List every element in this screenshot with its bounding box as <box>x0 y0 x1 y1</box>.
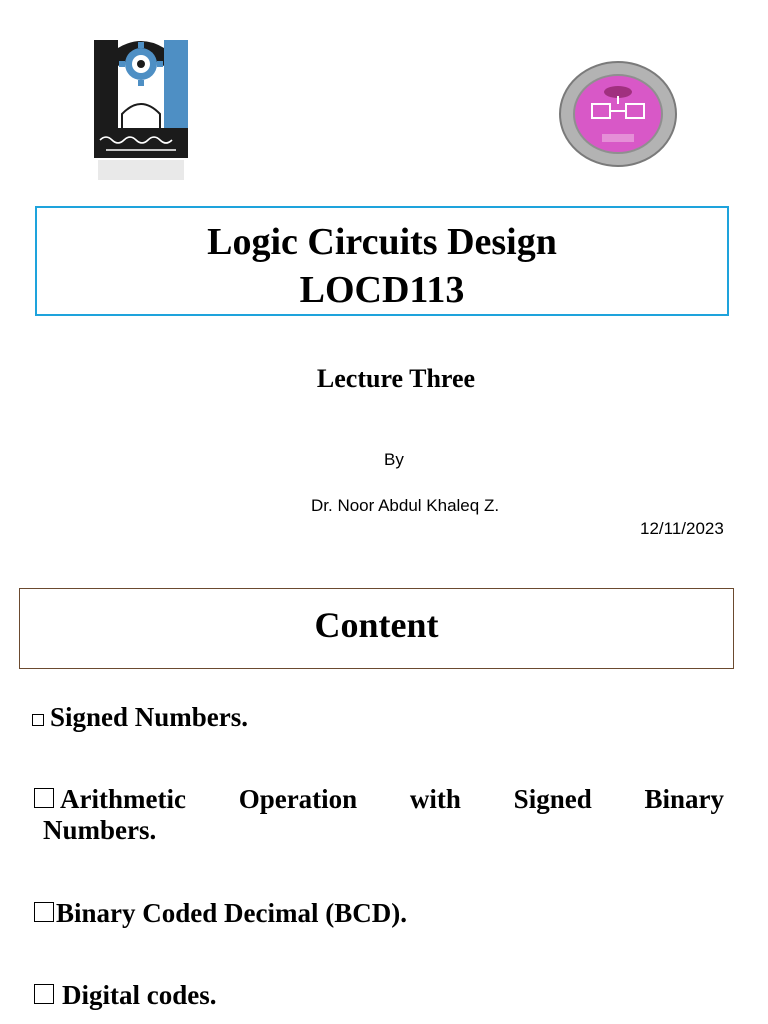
content-heading: Content <box>314 605 439 645</box>
title-box <box>35 206 729 316</box>
department-seal-icon <box>558 60 678 168</box>
content-heading-box <box>19 588 734 669</box>
checkbox-bullet-icon <box>34 902 54 922</box>
list-item <box>34 980 217 1011</box>
course-title: Logic Circuits Design <box>207 221 557 263</box>
list-item-word: Signed <box>513 784 592 814</box>
by-label: By <box>384 450 404 469</box>
list-item-text: Digital codes. <box>62 980 217 1010</box>
checkbox-bullet-icon <box>34 788 54 808</box>
course-code: LOCD113 <box>299 269 465 311</box>
list-item-word: with <box>409 784 461 814</box>
list-item-text: Signed Numbers. <box>50 702 249 732</box>
list-item-text: Binary Coded Decimal (BCD). <box>56 898 407 928</box>
lecture-date: 12/11/2023 <box>640 519 724 538</box>
checkbox-bullet-icon <box>32 714 44 726</box>
author-name: Dr. Noor Abdul Khaleq Z. <box>311 496 500 515</box>
list-item-text: Numbers. <box>43 815 157 845</box>
lecture-label: Lecture Three <box>316 364 476 393</box>
checkbox-bullet-icon <box>34 984 54 1004</box>
list-item <box>34 898 407 929</box>
list-item-word: Operation <box>238 784 358 814</box>
list-item-word: Arithmetic <box>60 784 186 814</box>
list-item <box>34 784 724 846</box>
university-logo-left-icon <box>92 36 190 186</box>
list-item <box>32 702 248 733</box>
list-item-word: Binary <box>644 784 724 814</box>
